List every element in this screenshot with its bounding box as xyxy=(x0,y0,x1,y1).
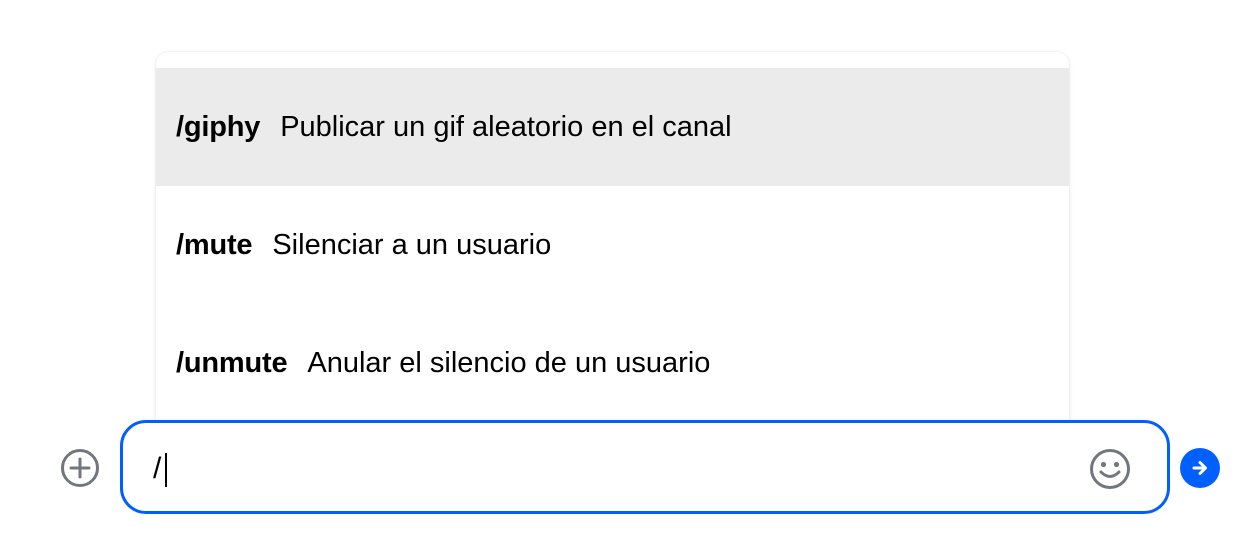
add-attachment-button[interactable] xyxy=(58,446,102,490)
command-suggestions xyxy=(156,52,1069,438)
send-button[interactable] xyxy=(1180,448,1220,488)
message-composer xyxy=(120,420,1170,514)
arrow-right-icon xyxy=(1189,457,1211,479)
command-item-giphy[interactable] xyxy=(156,68,1069,186)
command-description: Silenciar a un usuario xyxy=(272,228,552,261)
command-description: Anular el silencio de un usuario xyxy=(307,346,711,379)
plus-circle-icon xyxy=(59,447,101,489)
command-item-unmute[interactable] xyxy=(156,304,1069,422)
message-input[interactable] xyxy=(153,447,1053,491)
command-list xyxy=(156,68,1069,422)
smiley-icon xyxy=(1088,447,1132,491)
command-name: /unmute xyxy=(176,346,288,379)
command-item-mute[interactable] xyxy=(156,186,1069,304)
text-caret xyxy=(165,453,167,487)
command-name: /giphy xyxy=(176,110,261,143)
command-description: Publicar un gif aleatorio en el canal xyxy=(280,110,732,143)
emoji-picker-button[interactable] xyxy=(1087,446,1133,492)
command-name: /mute xyxy=(176,228,253,261)
